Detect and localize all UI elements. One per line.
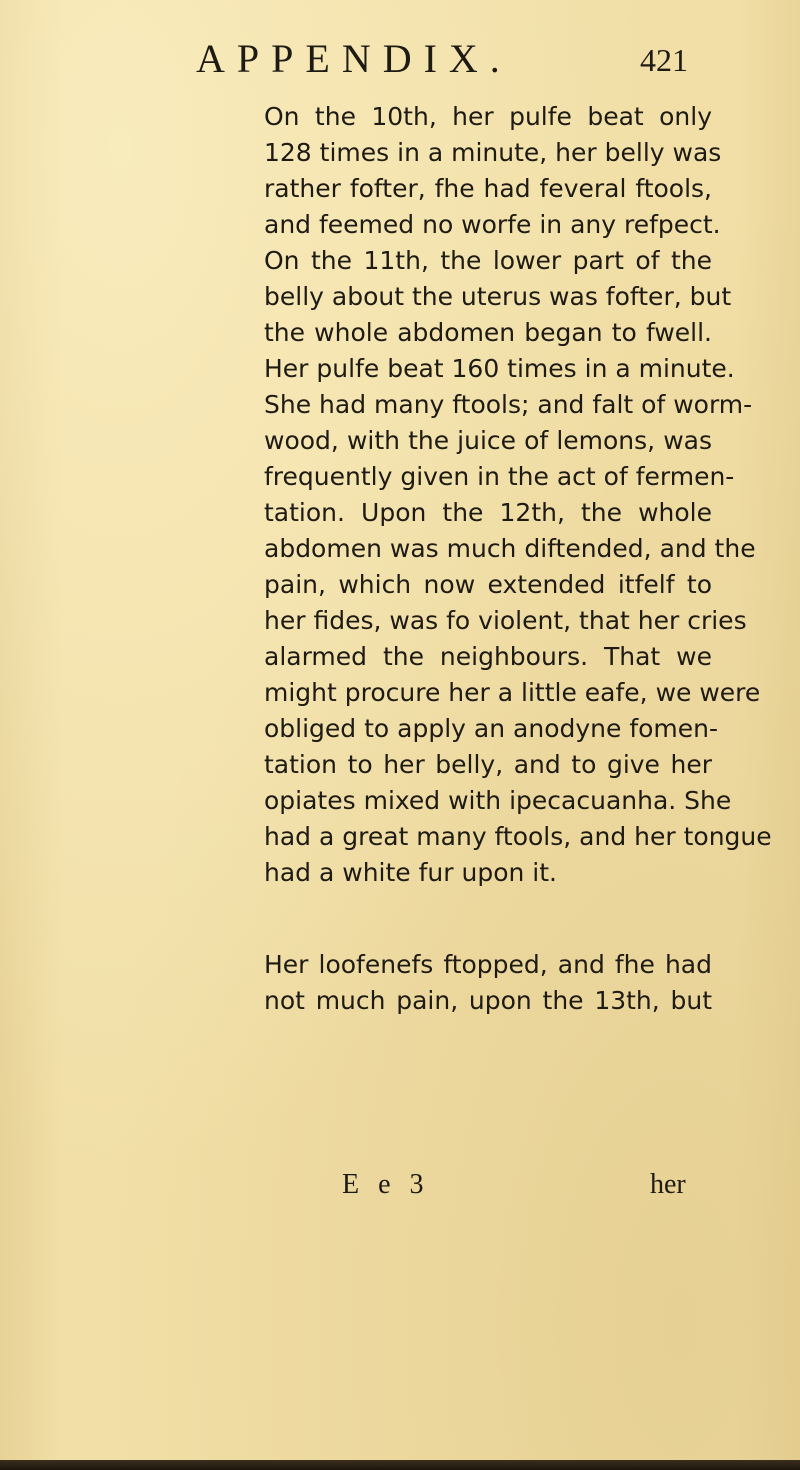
text-line: Her pulfe beat 160 times in a minute. bbox=[264, 354, 735, 383]
text-line: had a white fur upon it. bbox=[264, 858, 557, 887]
text-line: frequently given in the act of fermen- bbox=[264, 462, 735, 491]
text-line: obliged to apply an anodyne fomen- bbox=[264, 714, 719, 743]
paragraph-spacer bbox=[264, 891, 712, 947]
body-text bbox=[264, 99, 772, 1019]
text-line: might procure her a little eafe, we were bbox=[264, 678, 761, 707]
text-line: Her loofenefs ftopped, and fhe had bbox=[264, 950, 712, 979]
text-line: wood, with the juice of lemons, was bbox=[264, 426, 712, 455]
text-line: pain, which now extended itfelf to bbox=[264, 570, 712, 599]
text-line: rather fofter, fhe had feveral ftools, bbox=[264, 174, 712, 203]
text-line: belly about the uterus was fofter, but bbox=[264, 282, 732, 311]
text-line: tation to her belly, and to give her bbox=[264, 750, 712, 779]
paragraph-2 bbox=[264, 947, 712, 1019]
text-line: alarmed the neighbours. That we bbox=[264, 642, 712, 671]
running-title: APPENDIX. bbox=[196, 36, 512, 81]
page-foot bbox=[0, 1167, 800, 1203]
text-line: not much pain, upon the 13th, but bbox=[264, 986, 712, 1015]
catchword: her bbox=[650, 1169, 686, 1200]
text-line: 128 times in a minute, her belly was bbox=[264, 138, 722, 167]
paragraph-1 bbox=[264, 99, 772, 891]
signature-mark: E e 3 bbox=[342, 1169, 430, 1200]
text-line: opiates mixed with ipecacuanha. She bbox=[264, 786, 732, 815]
text-line: the whole abdomen began to fwell. bbox=[264, 318, 712, 347]
text-line: tation. Upon the 12th, the whole bbox=[264, 498, 712, 527]
text-line: and feemed no worfe in any refpect. bbox=[264, 210, 721, 239]
running-head bbox=[0, 34, 800, 84]
text-line: abdomen was much diftended, and the bbox=[264, 534, 756, 563]
text-line: On the 10th, her pulfe beat only bbox=[264, 102, 712, 131]
page-number: 421 bbox=[640, 42, 688, 78]
text-line: her fides, was fo violent, that her cries bbox=[264, 606, 747, 635]
text-line: She had many ftools; and falt of worm- bbox=[264, 390, 753, 419]
text-line: On the 11th, the lower part of the bbox=[264, 246, 712, 275]
page-bottom-edge bbox=[0, 1460, 800, 1470]
text-line: had a great many ftools, and her tongue bbox=[264, 822, 772, 851]
